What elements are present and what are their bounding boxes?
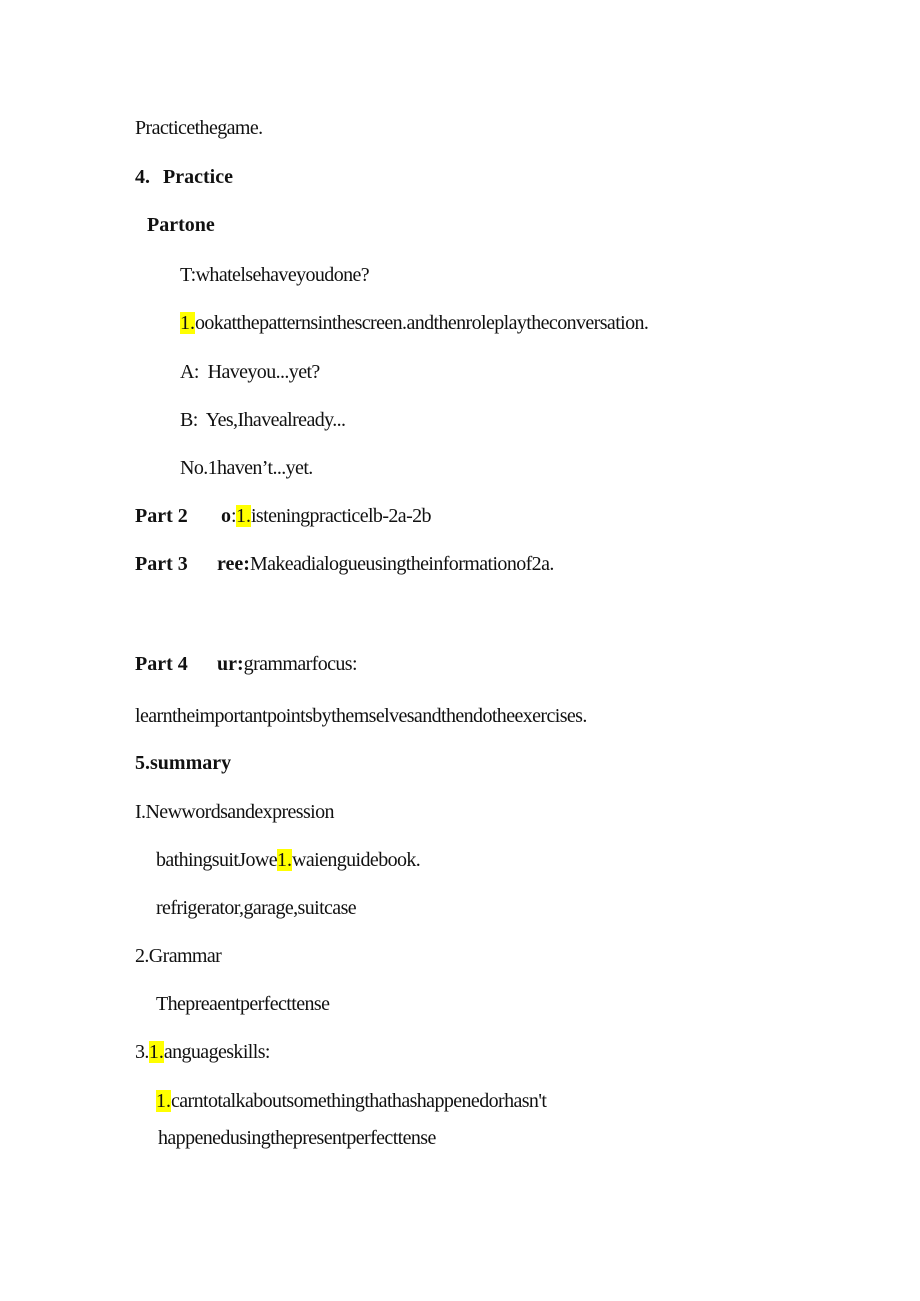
text-line xyxy=(156,847,420,873)
highlight-mark: 1. xyxy=(180,312,195,334)
text-line: Thepreaentperfecttense xyxy=(156,993,330,1015)
text-span: anguageskills: xyxy=(163,1041,270,1063)
text-span: ookatthepatternsinthescreen.andthenroleplaytheconversation. xyxy=(195,312,649,334)
text-span: bathingsuitJowe xyxy=(156,849,277,871)
text-span: waienguidebook. xyxy=(292,849,421,871)
part-bold-text: ur: xyxy=(217,653,244,675)
text-line: I.Newwordsandexpression xyxy=(135,801,334,823)
highlight-mark: 1. xyxy=(156,1090,171,1112)
text-line: 2.Grammar xyxy=(135,945,222,967)
part-label: Part 4 xyxy=(135,653,188,675)
section-heading-practice xyxy=(135,164,233,190)
dialogue-line-b: B: Yes,Ihavealready... xyxy=(180,409,346,431)
text-line: happenedusingthepresentperfecttense xyxy=(158,1127,436,1149)
part-heading: Partone xyxy=(147,214,215,236)
section-title: Practice xyxy=(163,166,233,188)
text-span: isteningpracticelb-2a-2b xyxy=(250,505,431,527)
part-label: Part 2 xyxy=(135,505,188,527)
text-span: grammarfocus: xyxy=(243,653,357,675)
text-span: 3. xyxy=(135,1041,149,1063)
text-span: Makeadialogueusingtheinformationof2a. xyxy=(249,553,554,575)
text-line: refrigerator,garage,suitcase xyxy=(156,897,357,919)
part-bold-text: ree: xyxy=(217,553,250,575)
text-line: learntheimportantpointsbythemselvesandthendotheexercises. xyxy=(135,705,587,727)
text-span: carntotalkaboutsomethingthathashappenedorhasn't xyxy=(171,1090,547,1112)
dialogue-line-a: A: Haveyou...yet? xyxy=(180,361,320,383)
highlight-mark: 1. xyxy=(277,849,292,871)
part-line xyxy=(135,651,357,677)
part-line xyxy=(135,551,554,577)
summary-heading: 5.summary xyxy=(135,752,232,774)
part-bold-text: o xyxy=(221,505,231,527)
text-line xyxy=(135,1039,270,1065)
text-line xyxy=(156,1088,546,1114)
highlight-mark: 1. xyxy=(235,505,251,527)
section-number: 4. xyxy=(135,166,150,188)
text-line: Practicethegame. xyxy=(135,117,263,139)
part-label: Part 3 xyxy=(135,553,188,575)
text-span: : xyxy=(231,505,236,527)
text-line: T:whatelsehaveyoudone? xyxy=(180,264,370,286)
highlight-mark: 1. xyxy=(148,1041,164,1063)
dialogue-line-b2: No.1haven’t...yet. xyxy=(180,457,313,479)
text-line xyxy=(180,310,648,336)
part-line xyxy=(135,503,431,529)
